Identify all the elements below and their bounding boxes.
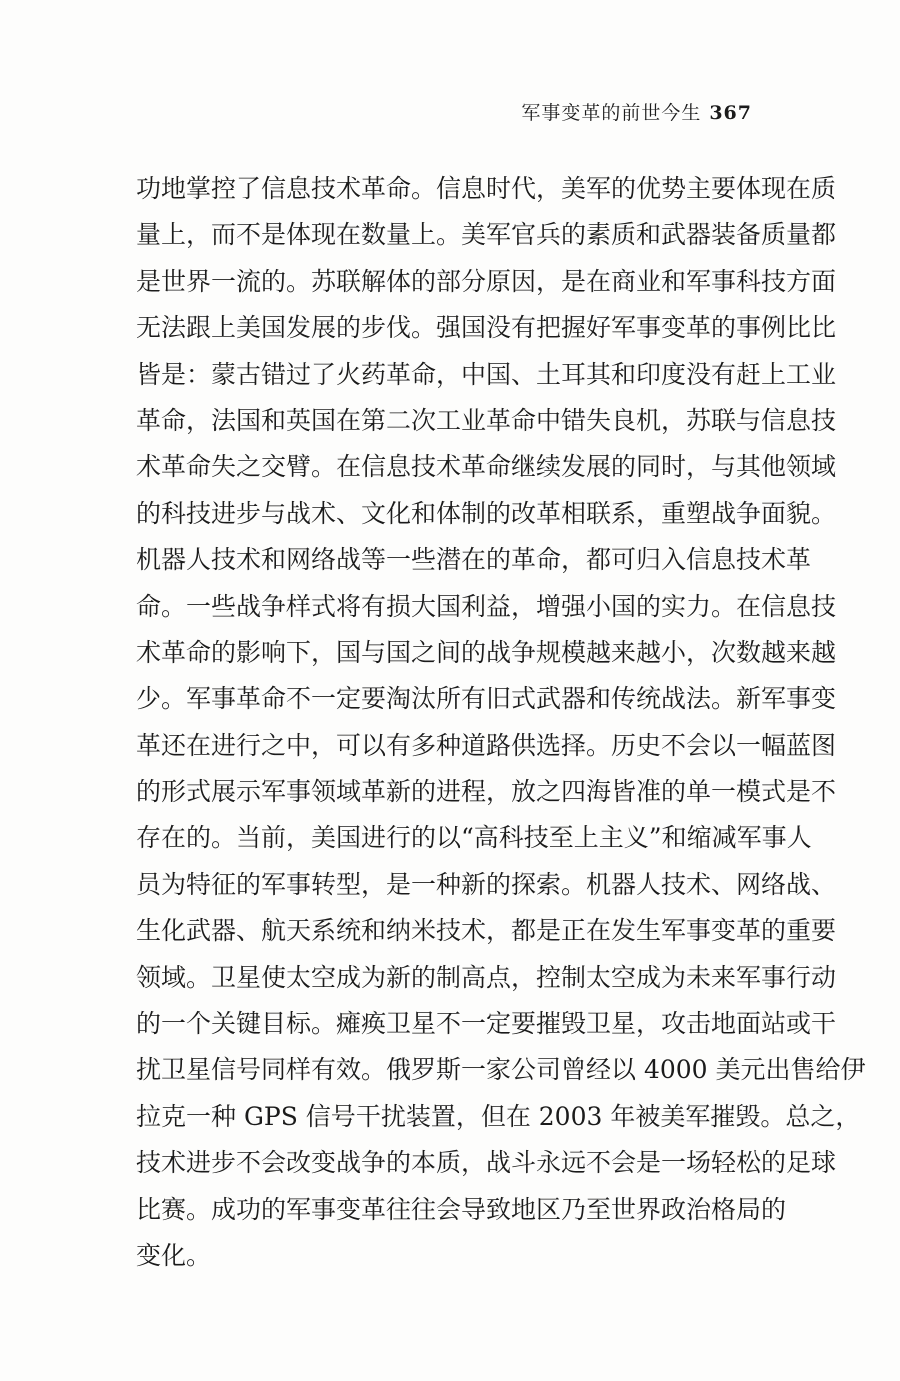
text-line: 生化武器、航天系统和纳米技术，都是正在发生军事变革的重要 — [136, 916, 837, 946]
text-line: 的形式展示军事领域革新的进程，放之四海皆准的单一模式是不 — [136, 777, 837, 807]
text-line: 术革命失之交臂。在信息技术革命继续发展的同时，与其他领域 — [136, 452, 837, 482]
text-line: 技术进步不会改变战争的本质，战斗永远不会是一场轻松的足球 — [136, 1148, 837, 1178]
text-line: 存在的。当前，美国进行的以“高科技至上主义”和缩减军事人 — [136, 823, 812, 853]
text-line: 命。一些战争样式将有损大国利益，增强小国的实力。在信息技 — [136, 591, 837, 621]
text-line: 扰卫星信号同样有效。俄罗斯一家公司曾经以 4000 美元出售给伊 — [136, 1055, 866, 1085]
body-paragraph — [136, 166, 866, 1279]
text-line: 的一个关键目标。瘫痪卫星不一定要摧毁卫星，攻击地面站或干 — [136, 1009, 837, 1039]
text-line: 无法跟上美国发展的步伐。强国没有把握好军事变革的事例比比 — [136, 313, 837, 343]
text-line: 皆是：蒙古错过了火药革命，中国、土耳其和印度没有赶上工业 — [136, 359, 837, 389]
text-line: 量上，而不是体现在数量上。美军官兵的素质和武器装备质量都 — [136, 220, 837, 250]
text-line: 比赛。成功的军事变革往往会导致地区乃至世界政治格局的 — [136, 1194, 787, 1224]
running-head-title: 军事变革的前世今生 — [521, 102, 702, 124]
page-number: 367 — [709, 102, 752, 124]
text-line: 变化。 — [136, 1240, 212, 1270]
text-line: 的科技进步与战术、文化和体制的改革相联系，重塑战争面貌。 — [136, 498, 837, 528]
text-line: 是世界一流的。苏联解体的部分原因，是在商业和军事科技方面 — [136, 266, 837, 296]
text-line: 革还在进行之中，可以有多种道路供选择。历史不会以一幅蓝图 — [136, 730, 837, 760]
running-head — [521, 98, 752, 125]
text-line: 拉克一种 GPS 信号干扰装置，但在 2003 年被美军摧毁。总之， — [136, 1101, 861, 1131]
text-line: 员为特征的军事转型，是一种新的探索。机器人技术、网络战、 — [136, 869, 837, 899]
text-line: 少。军事革命不一定要淘汰所有旧式武器和传统战法。新军事变 — [136, 684, 837, 714]
text-line: 机器人技术和网络战等一些潜在的革命，都可归入信息技术革 — [136, 545, 812, 575]
text-line: 革命，法国和英国在第二次工业革命中错失良机，苏联与信息技 — [136, 405, 837, 435]
text-line: 术革命的影响下，国与国之间的战争规模越来越小，次数越来越 — [136, 637, 837, 667]
text-line: 领域。卫星使太空成为新的制高点，控制太空成为未来军事行动 — [136, 962, 837, 992]
text-line: 功地掌控了信息技术革命。信息时代，美军的优势主要体现在质 — [136, 174, 837, 203]
